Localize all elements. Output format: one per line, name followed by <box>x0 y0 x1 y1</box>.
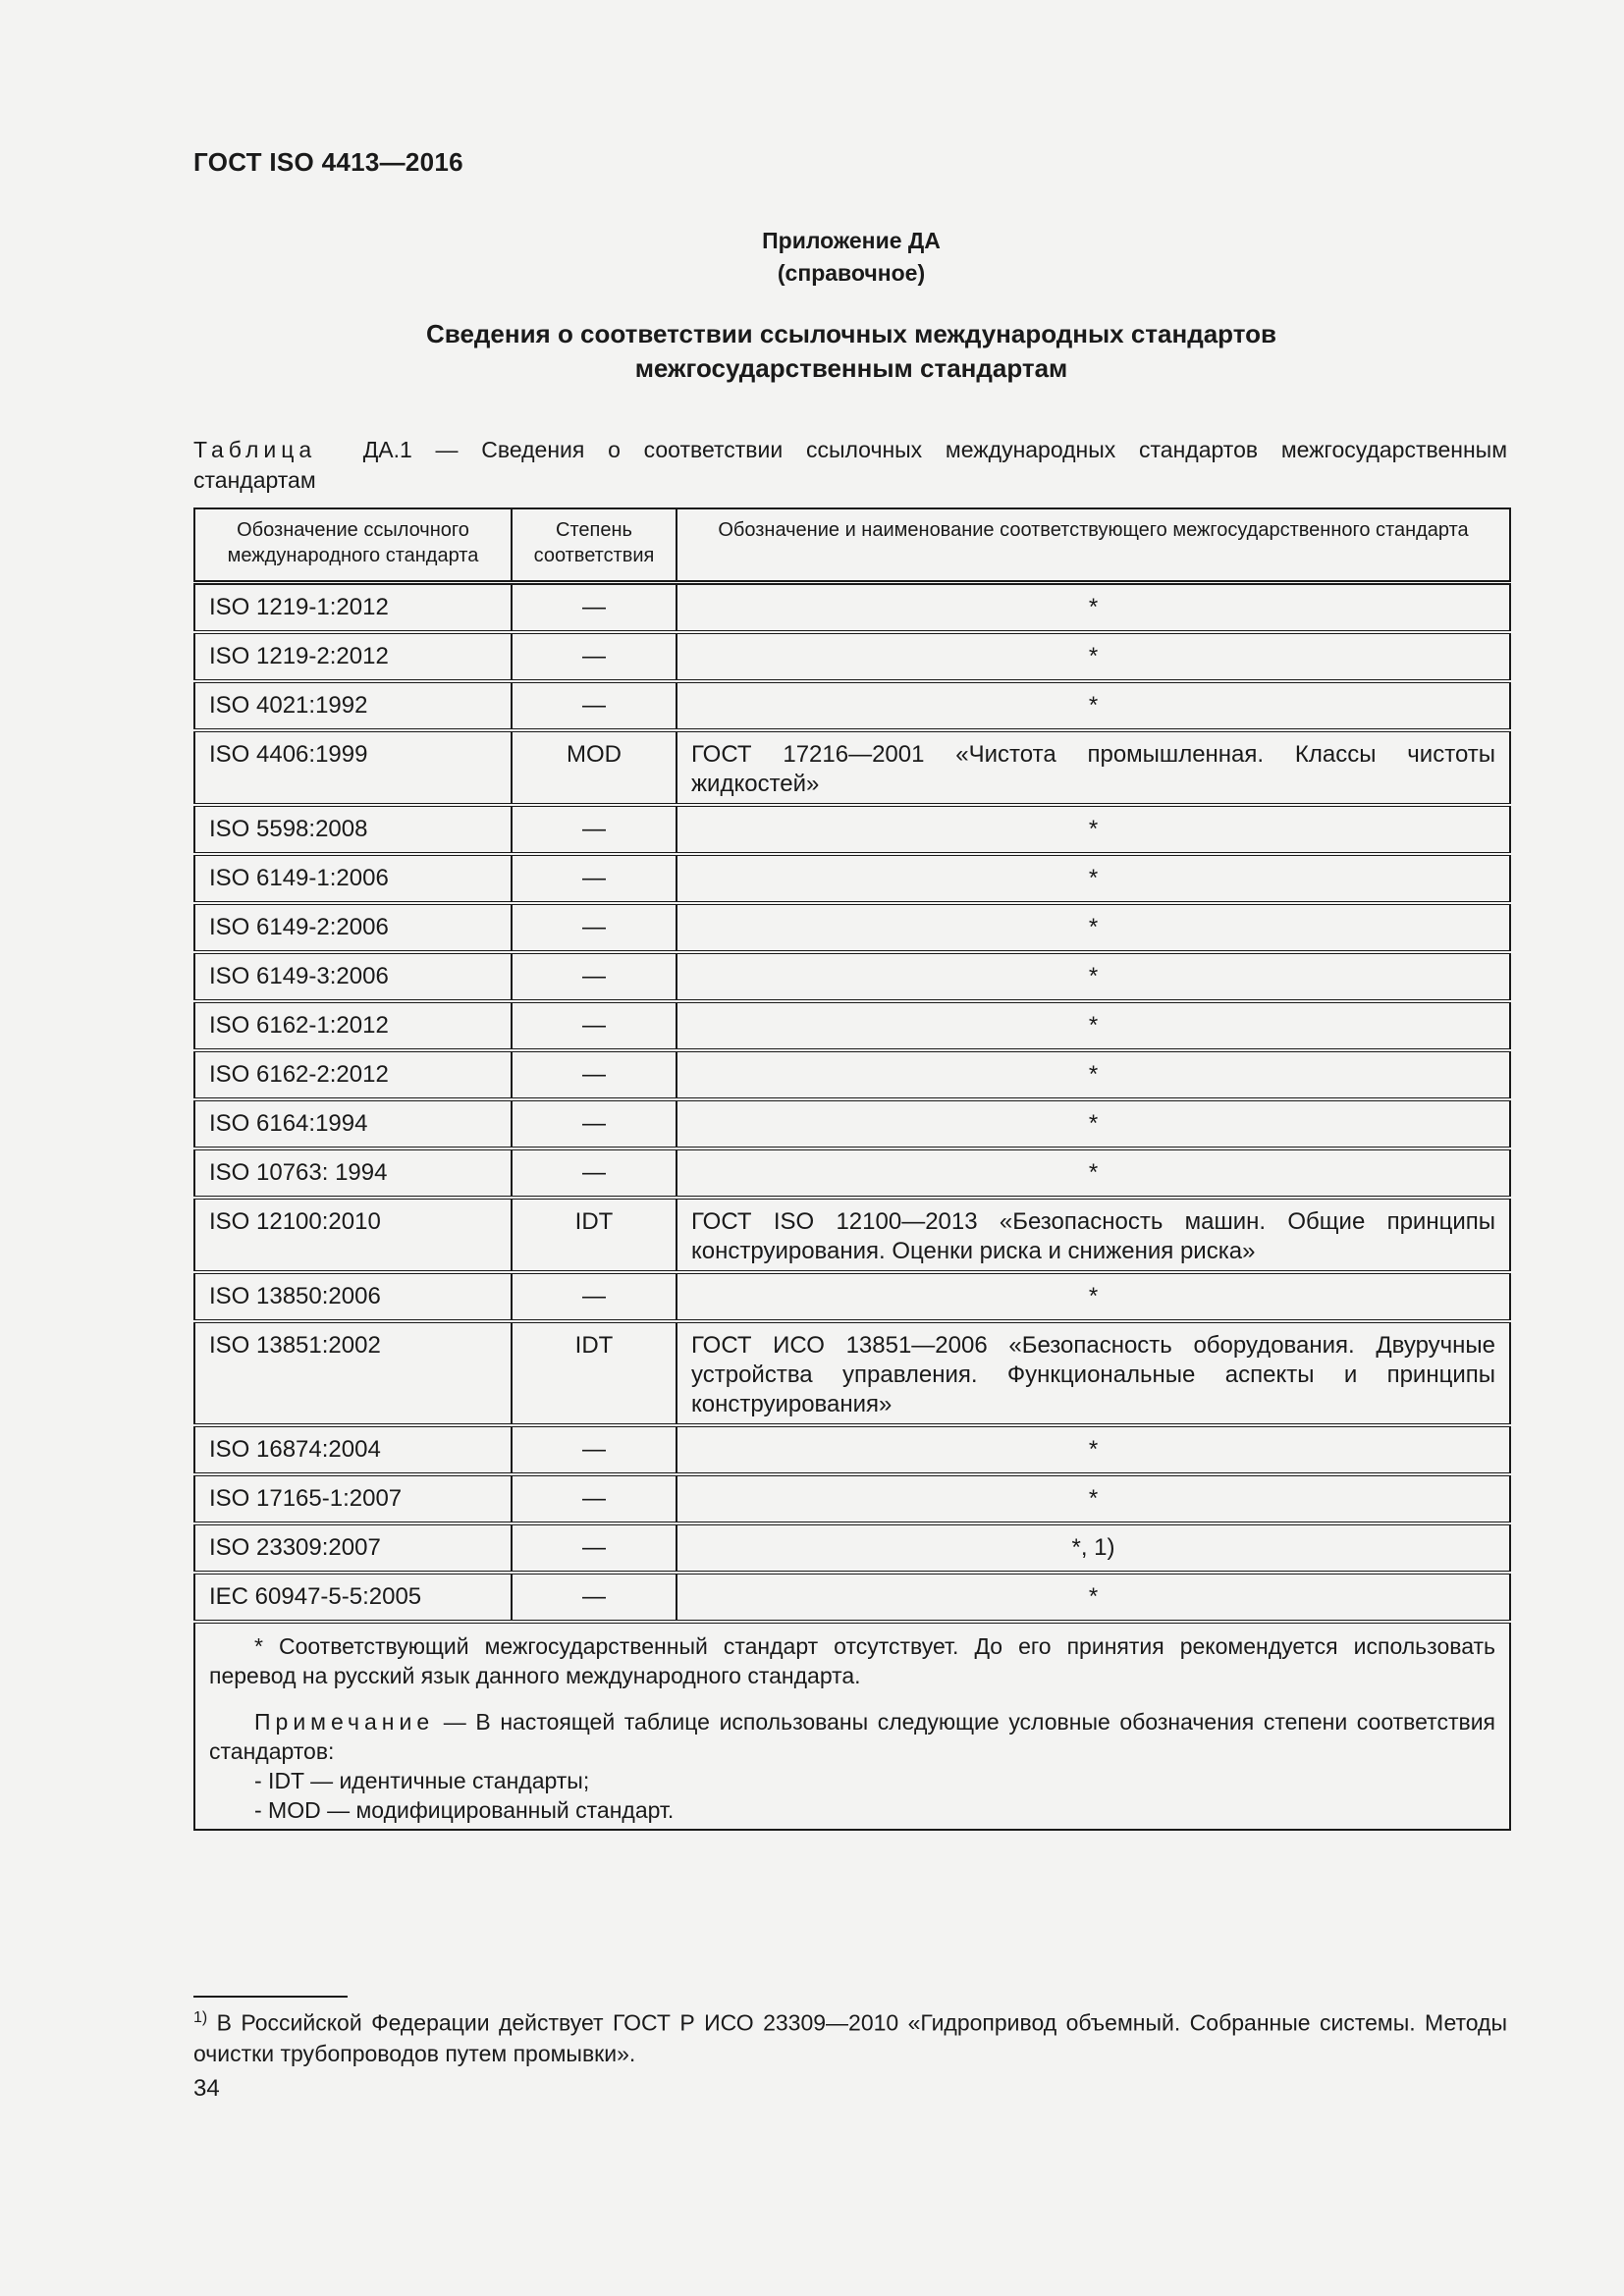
interstate-standard-cell: *, 1) <box>677 1523 1510 1573</box>
caption-text-1: — Сведения о соответствии ссылочных международных стандартов межгосударственным <box>411 437 1508 462</box>
degree-cell: — <box>512 1425 677 1474</box>
annex-title: Приложение ДА <box>762 228 941 253</box>
table-footnote-row <box>194 1622 1510 1830</box>
interstate-standard-cell: * <box>677 583 1510 632</box>
interstate-standard-cell: * <box>677 1272 1510 1321</box>
page-footnote <box>193 2002 1507 2069</box>
degree-cell: — <box>512 1523 677 1573</box>
degree-cell: — <box>512 952 677 1001</box>
interstate-standard-cell: * <box>677 1050 1510 1099</box>
degree-cell: — <box>512 1272 677 1321</box>
document-header: ГОСТ ISO 4413—2016 <box>193 147 463 177</box>
degree-cell: — <box>512 1148 677 1198</box>
interstate-standard-cell: * <box>677 1099 1510 1148</box>
note-item-mod: - MOD — модифицированный стандарт. <box>254 1796 675 1823</box>
interstate-standard-cell: * <box>677 952 1510 1001</box>
degree-cell: — <box>512 1001 677 1050</box>
ref-standard-cell: ISO 13851:2002 <box>194 1321 512 1425</box>
table-row <box>194 1573 1510 1622</box>
interstate-standard-cell: ГОСТ ISO 12100—2013 «Безопасность машин. Общие принципы конструирования. Оценки риска и снижения риска» <box>677 1198 1510 1272</box>
degree-cell: IDT <box>512 1198 677 1272</box>
caption-prefix: Таблица <box>193 437 317 462</box>
degree-cell: — <box>512 1050 677 1099</box>
star-footnote: * Соответствующий межгосударственный стандарт отсутствует. До его принятия рекомендуется использовать перевод на русский язык данного международного стандарта. <box>209 1632 1495 1688</box>
subtitle-line-2: межгосударственным стандартам <box>634 353 1068 383</box>
ref-standard-cell: ISO 6162-2:2012 <box>194 1050 512 1099</box>
table-row <box>194 903 1510 952</box>
degree-cell: — <box>512 1474 677 1523</box>
table-caption <box>193 435 1507 496</box>
ref-standard-cell: ISO 6149-3:2006 <box>194 952 512 1001</box>
table-header-row <box>194 508 1510 583</box>
interstate-standard-cell: * <box>677 805 1510 854</box>
page-number: 34 <box>193 2075 220 2102</box>
ref-standard-cell: ISO 17165-1:2007 <box>194 1474 512 1523</box>
interstate-standard-cell: * <box>677 903 1510 952</box>
ref-standard-cell: ISO 10763: 1994 <box>194 1148 512 1198</box>
table-row <box>194 805 1510 854</box>
ref-standard-cell: ISO 5598:2008 <box>194 805 512 854</box>
degree-cell: — <box>512 632 677 681</box>
header-degree: Степень соответствия <box>512 508 677 583</box>
table-row <box>194 1099 1510 1148</box>
footnote-text: В Российской Федерации действует ГОСТ Р ИСО 23309—2010 «Гидропривод объемный. Собранные системы. Методы очистки трубопроводов путем промывки». <box>193 2009 1507 2066</box>
interstate-standard-cell: ГОСТ ИСО 13851—2006 «Безопасность оборудования. Двуручные устройства управления. Функциональные аспекты и принципы конструирования» <box>677 1321 1510 1425</box>
annex-type: (справочное) <box>777 260 926 286</box>
interstate-standard-cell: * <box>677 1474 1510 1523</box>
degree-cell: — <box>512 1099 677 1148</box>
footnote-separator <box>193 1996 348 1998</box>
table-row <box>194 952 1510 1001</box>
interstate-standard-cell: * <box>677 1425 1510 1474</box>
interstate-standard-cell: * <box>677 632 1510 681</box>
table-row <box>194 854 1510 903</box>
ref-standard-cell: ISO 4021:1992 <box>194 681 512 730</box>
table-row <box>194 1050 1510 1099</box>
header-ref-standard: Обозначение ссылочного международного стандарта <box>194 508 512 583</box>
degree-cell: — <box>512 1573 677 1622</box>
table-row <box>194 1523 1510 1573</box>
footnote-mark: 1) <box>193 2009 208 2026</box>
caption-text-2: стандартам <box>193 467 316 493</box>
table-body <box>194 583 1510 1622</box>
note-label: Примечание <box>254 1708 435 1735</box>
degree-cell: — <box>512 854 677 903</box>
table-row <box>194 1272 1510 1321</box>
header-interstate-standard: Обозначение и наименование соответствующего межгосударственного стандарта <box>677 508 1510 583</box>
interstate-standard-cell: * <box>677 1148 1510 1198</box>
ref-standard-cell: ISO 16874:2004 <box>194 1425 512 1474</box>
ref-standard-cell: ISO 6149-1:2006 <box>194 854 512 903</box>
table-row <box>194 1425 1510 1474</box>
interstate-standard-cell: * <box>677 1573 1510 1622</box>
degree-cell: — <box>512 681 677 730</box>
degree-cell: — <box>512 805 677 854</box>
table-row <box>194 1198 1510 1272</box>
table-row <box>194 1148 1510 1198</box>
ref-standard-cell: ISO 6164:1994 <box>194 1099 512 1148</box>
table-row <box>194 632 1510 681</box>
degree-cell: MOD <box>512 730 677 805</box>
annex-subtitle <box>0 317 1624 386</box>
ref-standard-cell: IEC 60947-5-5:2005 <box>194 1573 512 1622</box>
table-notes <box>194 1622 1510 1830</box>
subtitle-line-1: Сведения о соответствии ссылочных международных стандартов <box>426 319 1276 348</box>
note-item-idt: - IDT — идентичные стандарты; <box>254 1767 590 1793</box>
interstate-standard-cell: * <box>677 854 1510 903</box>
table-row <box>194 730 1510 805</box>
table-row <box>194 681 1510 730</box>
interstate-standard-cell: * <box>677 681 1510 730</box>
ref-standard-cell: ISO 6149-2:2006 <box>194 903 512 952</box>
ref-standard-cell: ISO 1219-1:2012 <box>194 583 512 632</box>
ref-standard-cell: ISO 6162-1:2012 <box>194 1001 512 1050</box>
caption-number: ДА.1 <box>362 437 412 462</box>
ref-standard-cell: ISO 13850:2006 <box>194 1272 512 1321</box>
ref-standard-cell: ISO 4406:1999 <box>194 730 512 805</box>
interstate-standard-cell: * <box>677 1001 1510 1050</box>
ref-standard-cell: ISO 12100:2010 <box>194 1198 512 1272</box>
degree-cell: — <box>512 903 677 952</box>
ref-standard-cell: ISO 1219-2:2012 <box>194 632 512 681</box>
standards-table <box>193 507 1511 1831</box>
degree-cell: IDT <box>512 1321 677 1425</box>
table-row <box>194 1474 1510 1523</box>
table-row <box>194 583 1510 632</box>
table-row <box>194 1001 1510 1050</box>
ref-standard-cell: ISO 23309:2007 <box>194 1523 512 1573</box>
note-text: — В настоящей таблице использованы следующие условные обозначения степени соответствия стандартов: <box>209 1708 1495 1764</box>
degree-cell: — <box>512 583 677 632</box>
interstate-standard-cell: ГОСТ 17216—2001 «Чистота промышленная. Классы чистоты жидкостей» <box>677 730 1510 805</box>
annex-heading <box>0 225 1624 290</box>
table-row <box>194 1321 1510 1425</box>
